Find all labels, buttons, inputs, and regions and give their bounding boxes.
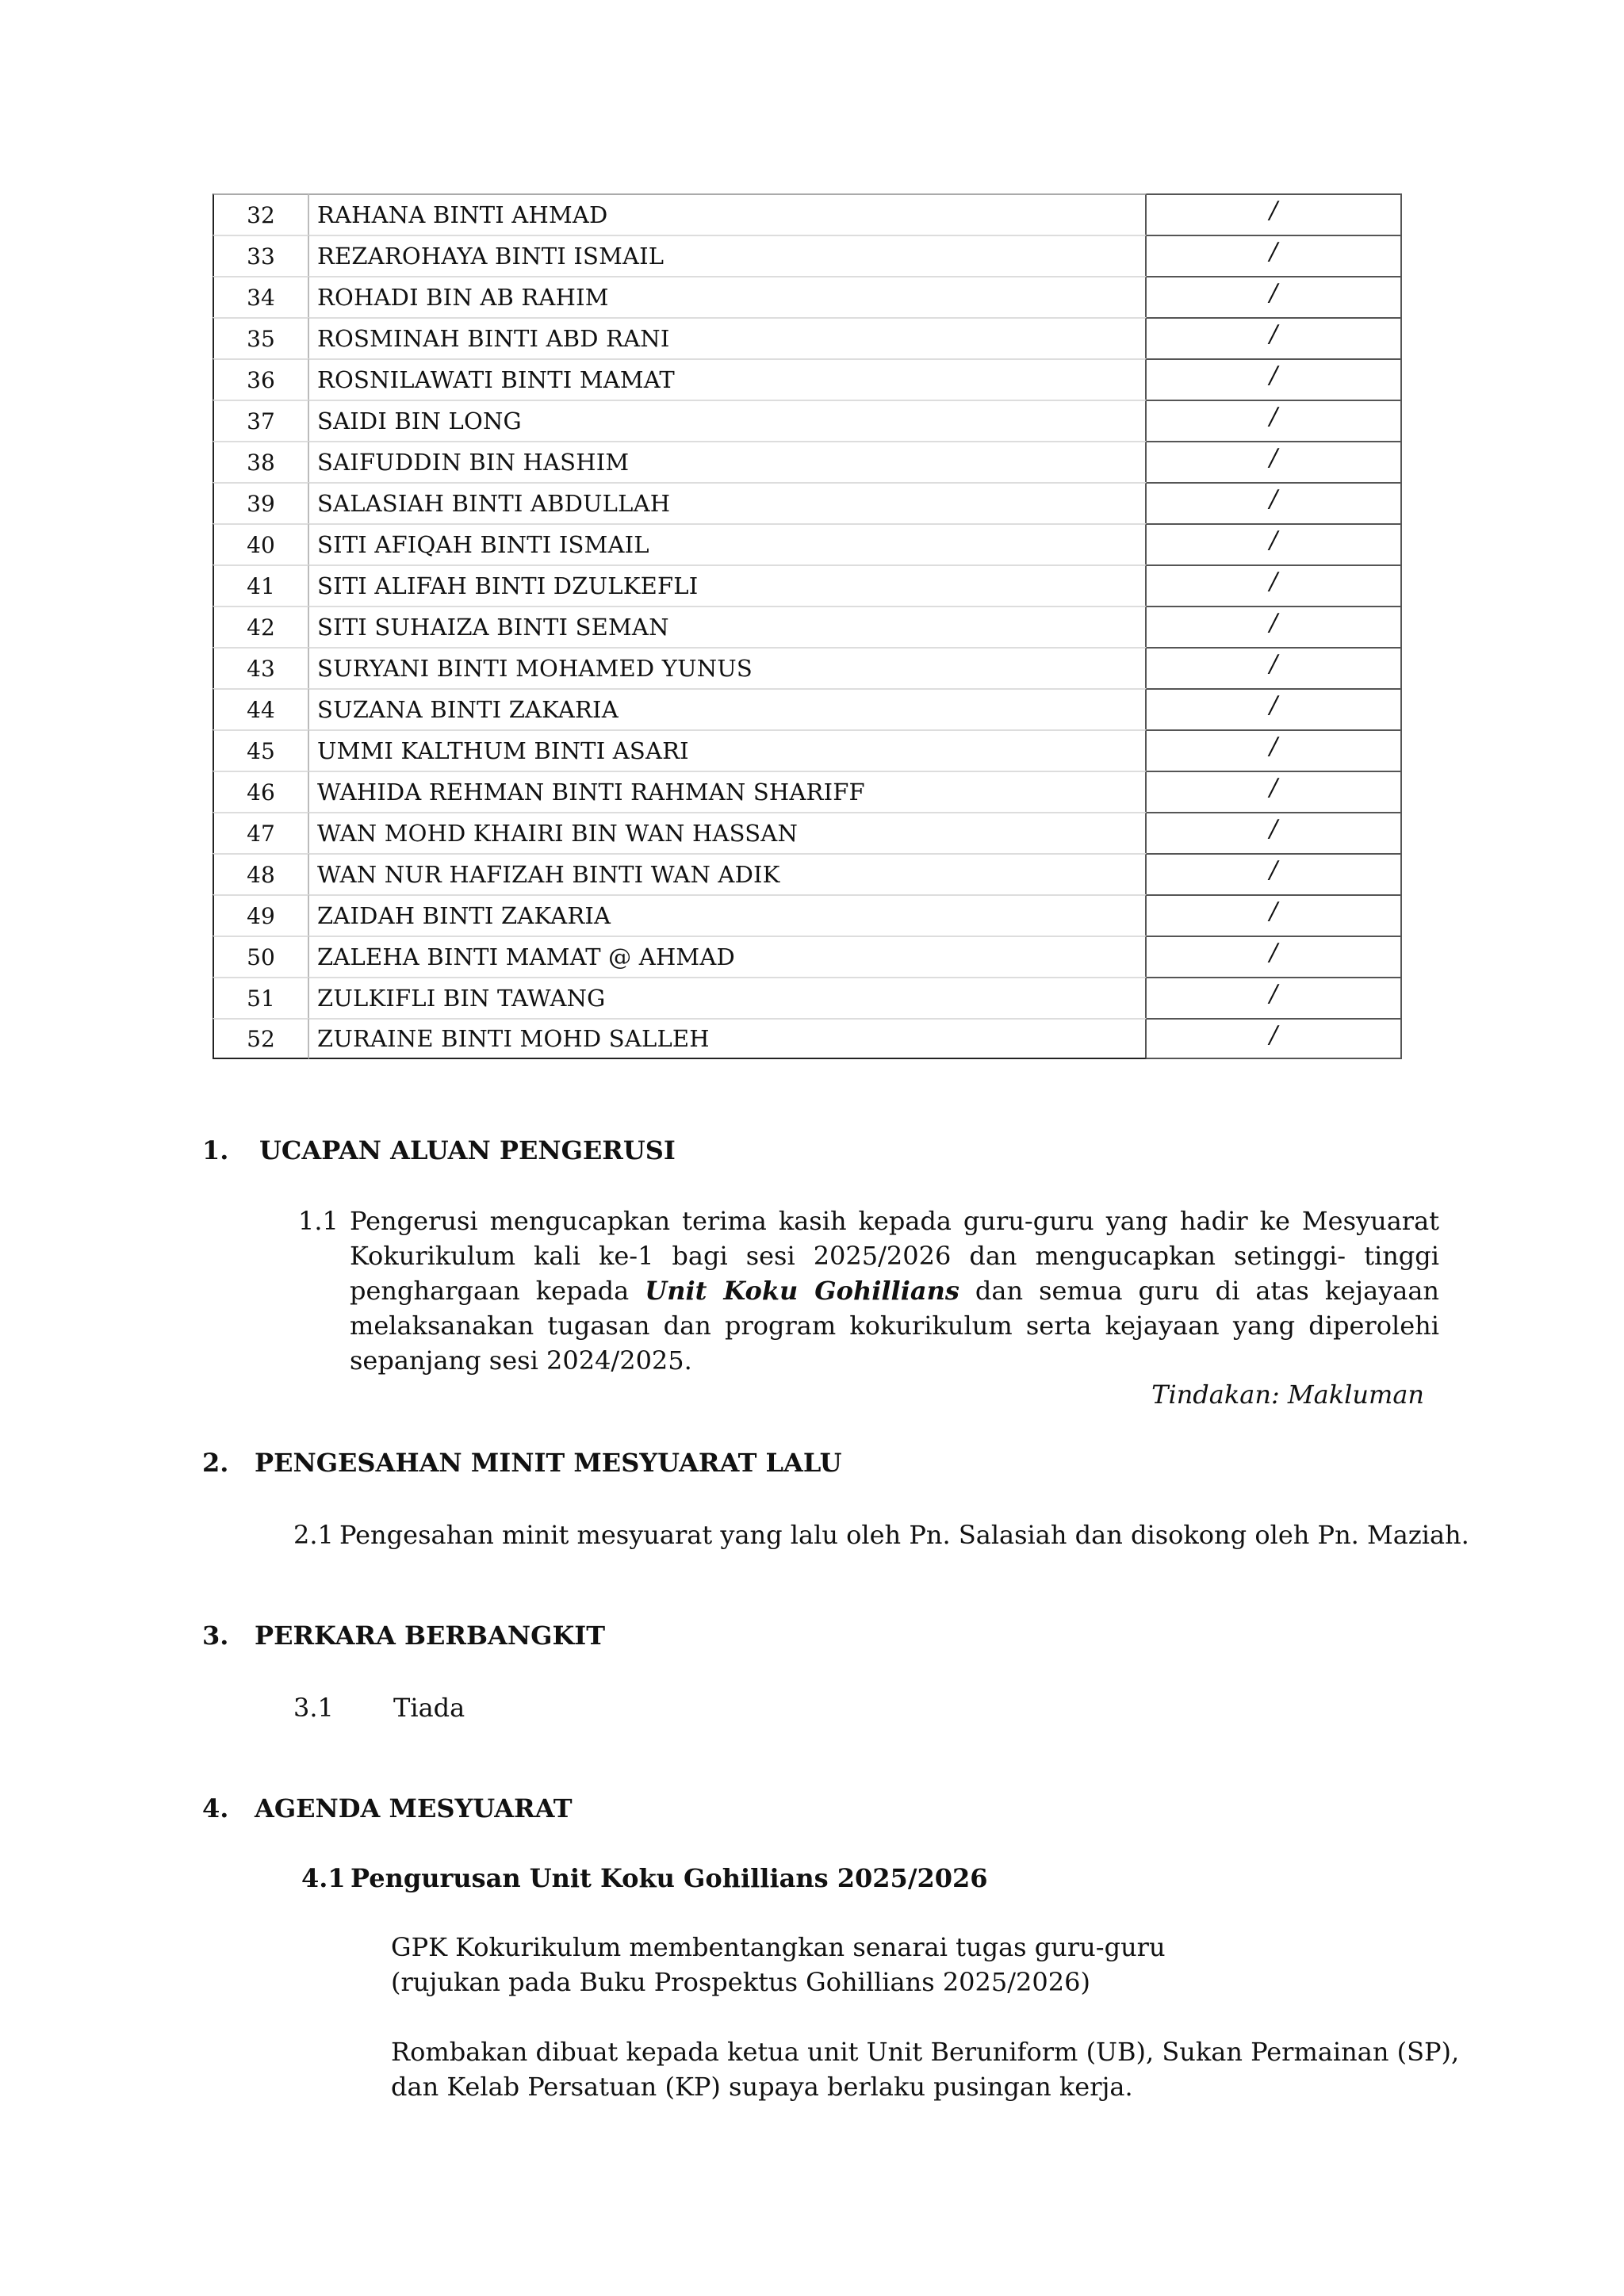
member-name: ZULKIFLI BIN TAWANG (309, 977, 1147, 1018)
table-row (213, 606, 1402, 647)
attendance-mark: / (1147, 276, 1402, 317)
section-1-heading (202, 1135, 676, 1165)
paragraph-line: Kokurikulum kali ke-1 bagi sesi 2025/2026 dan mengucapkan setinggi- tinggi (350, 1241, 1439, 1271)
row-number: 32 (213, 193, 309, 235)
attendance-mark: / (1147, 482, 1402, 523)
row-number: 42 (213, 606, 309, 647)
item-text: Tiada (393, 1693, 465, 1723)
row-number: 44 (213, 688, 309, 729)
member-name: SAIFUDDIN BIN HASHIM (309, 441, 1147, 482)
member-name: WAHIDA REHMAN BINTI RAHMAN SHARIFF (309, 771, 1147, 812)
member-name: ROHADI BIN AB RAHIM (309, 276, 1147, 317)
attendance-mark: / (1147, 441, 1402, 482)
table-row (213, 853, 1402, 894)
attendance-mark: / (1147, 606, 1402, 647)
table-row (213, 564, 1402, 606)
table-row (213, 276, 1402, 317)
table-row (213, 771, 1402, 812)
member-name: REZAROHAYA BINTI ISMAIL (309, 235, 1147, 276)
member-name: SURYANI BINTI MOHAMED YUNUS (309, 647, 1147, 688)
attendance-mark: / (1147, 1018, 1402, 1059)
paragraph-line: Rombakan dibuat kepada ketua unit Unit Beruniform (UB), Sukan Permainan (SP), (391, 2037, 1460, 2067)
member-name: SAIDI BIN LONG (309, 400, 1147, 441)
row-number: 52 (213, 1018, 309, 1059)
paragraph-line: sepanjang sesi 2024/2025. (350, 1345, 692, 1376)
attendance-mark: / (1147, 853, 1402, 894)
agenda-paragraph-2 (391, 2034, 1459, 2104)
section-title: PENGESAHAN MINIT MESYUARAT LALU (255, 1448, 842, 1478)
attendance-mark: / (1147, 358, 1402, 400)
section-3-heading (202, 1621, 605, 1651)
member-name: ZURAINE BINTI MOHD SALLEH (309, 1018, 1147, 1059)
section-number: 4. (202, 1793, 229, 1823)
table-row (213, 482, 1402, 523)
paragraph-line: Pengerusi mengucapkan terima kasih kepada guru-guru yang hadir ke Mesyuarat (350, 1206, 1439, 1236)
subsection-title: Pengurusan Unit Koku Gohillians 2025/2026 (350, 1863, 988, 1893)
attendance-mark: / (1147, 564, 1402, 606)
text-run: penghargaan kepada (350, 1276, 645, 1306)
attendance-mark: / (1147, 193, 1402, 235)
member-name: SUZANA BINTI ZAKARIA (309, 688, 1147, 729)
member-name: WAN NUR HAFIZAH BINTI WAN ADIK (309, 853, 1147, 894)
row-number: 50 (213, 936, 309, 977)
member-name: ROSNILAWATI BINTI MAMAT (309, 358, 1147, 400)
paragraph-line: GPK Kokurikulum membentangkan senarai tugas guru-guru (391, 1932, 1166, 1962)
row-number: 47 (213, 812, 309, 853)
row-number: 37 (213, 400, 309, 441)
attendance-table (213, 193, 1402, 1059)
paragraph-line (350, 1273, 1439, 1308)
attendance-mark: / (1147, 936, 1402, 977)
table-row (213, 647, 1402, 688)
section-title: UCAPAN ALUAN PENGERUSI (259, 1135, 676, 1165)
paragraph-line: melaksanakan tugasan dan program kokurikulum serta kejayaan yang diperolehi (350, 1311, 1439, 1341)
text-run: dan semua guru di atas kejayaan (959, 1276, 1439, 1306)
table-row (213, 441, 1402, 482)
member-name: ROSMINAH BINTI ABD RANI (309, 317, 1147, 358)
item-number: 3.1 (293, 1693, 334, 1723)
row-number: 33 (213, 235, 309, 276)
row-number: 38 (213, 441, 309, 482)
member-name: WAN MOHD KHAIRI BIN WAN HASSAN (309, 812, 1147, 853)
row-number: 48 (213, 853, 309, 894)
member-name: UMMI KALTHUM BINTI ASARI (309, 729, 1147, 771)
row-number: 45 (213, 729, 309, 771)
table-row (213, 523, 1402, 564)
row-number: 34 (213, 276, 309, 317)
row-number: 40 (213, 523, 309, 564)
member-name: SITI AFIQAH BINTI ISMAIL (309, 523, 1147, 564)
attendance-mark: / (1147, 400, 1402, 441)
member-name: ZALEHA BINTI MAMAT @ AHMAD (309, 936, 1147, 977)
table-row (213, 812, 1402, 853)
table-row (213, 400, 1402, 441)
row-number: 46 (213, 771, 309, 812)
row-number: 39 (213, 482, 309, 523)
row-number: 41 (213, 564, 309, 606)
row-number: 35 (213, 317, 309, 358)
attendance-mark: / (1147, 235, 1402, 276)
unit-name-emphasis: Unit Koku Gohillians (645, 1276, 959, 1306)
table-row (213, 688, 1402, 729)
attendance-mark: / (1147, 523, 1402, 564)
row-number: 51 (213, 977, 309, 1018)
table-row (213, 729, 1402, 771)
table-row (213, 894, 1402, 936)
member-name: RAHANA BINTI AHMAD (309, 193, 1147, 235)
attendance-mark: / (1147, 894, 1402, 936)
member-name: SITI ALIFAH BINTI DZULKEFLI (309, 564, 1147, 606)
subsection-4-1-heading (301, 1863, 988, 1893)
section-4-heading (202, 1793, 573, 1823)
table-row (213, 235, 1402, 276)
table-row (213, 358, 1402, 400)
table-row (213, 193, 1402, 235)
agenda-paragraph-1 (391, 1930, 1166, 1999)
row-number: 49 (213, 894, 309, 936)
item-text: Pengesahan minit mesyuarat yang lalu oleh Pn. Salasiah dan disokong oleh Pn. Maziah. (339, 1520, 1469, 1550)
section-number: 1. (202, 1135, 229, 1165)
attendance-mark: / (1147, 688, 1402, 729)
paragraph-line: (rujukan pada Buku Prospektus Gohillians 2025/2026) (391, 1967, 1090, 1997)
item-number: 1.1 (298, 1206, 339, 1236)
table-row (213, 1018, 1402, 1059)
section-number: 2. (202, 1448, 229, 1478)
attendance-mark: / (1147, 771, 1402, 812)
attendance-mark: / (1147, 977, 1402, 1018)
section-2-heading (202, 1448, 842, 1478)
member-name: SALASIAH BINTI ABDULLAH (309, 482, 1147, 523)
table-row (213, 936, 1402, 977)
paragraph-line: dan Kelab Persatuan (KP) supaya berlaku pusingan kerja. (391, 2072, 1133, 2102)
row-number: 43 (213, 647, 309, 688)
action-note: Tindakan: Makluman (1151, 1380, 1424, 1410)
attendance-mark: / (1147, 317, 1402, 358)
attendance-mark: / (1147, 812, 1402, 853)
section-number: 3. (202, 1621, 229, 1651)
member-name: SITI SUHAIZA BINTI SEMAN (309, 606, 1147, 647)
subsection-number: 4.1 (301, 1863, 346, 1893)
member-name: ZAIDAH BINTI ZAKARIA (309, 894, 1147, 936)
row-number: 36 (213, 358, 309, 400)
section-title: PERKARA BERBANGKIT (255, 1621, 606, 1651)
section-1-paragraph (350, 1203, 1439, 1378)
attendance-mark: / (1147, 647, 1402, 688)
section-title: AGENDA MESYUARAT (255, 1793, 573, 1823)
table-row (213, 977, 1402, 1018)
table-row (213, 317, 1402, 358)
item-number: 2.1 (293, 1520, 334, 1550)
attendance-mark: / (1147, 729, 1402, 771)
